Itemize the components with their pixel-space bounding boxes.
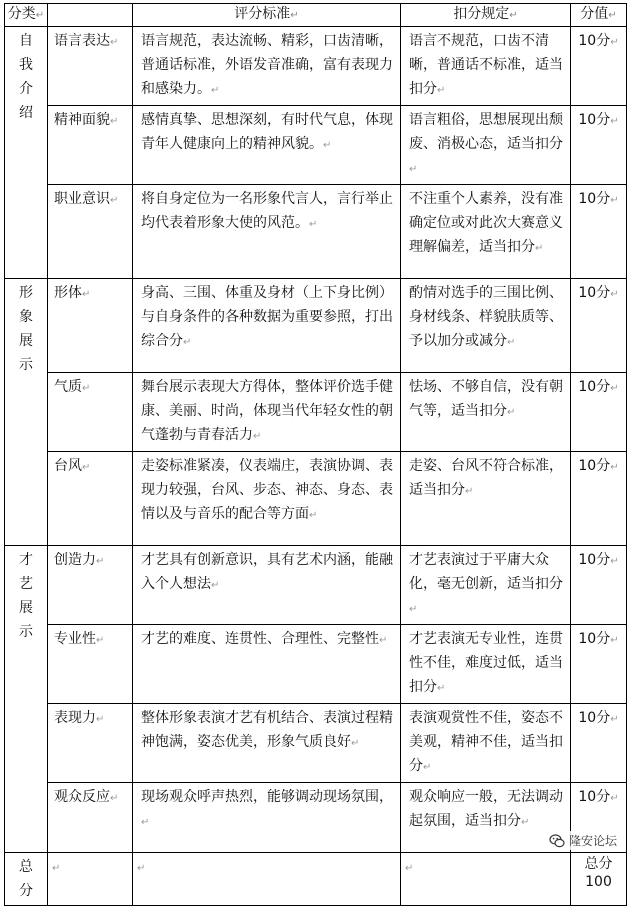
empty-cell: ↵ <box>401 853 571 906</box>
deduction-cell: 才艺表演无专业性，连贯性不佳，难度过低，适当扣分↵ <box>401 625 571 704</box>
table-row <box>5 783 627 853</box>
category-char: 才 <box>19 552 33 568</box>
score-cell: 10分↵ <box>571 27 627 106</box>
subcategory-cell: 台风↵ <box>48 452 133 546</box>
table-header-row <box>5 4 627 27</box>
subcategory-cell: 职业意识↵ <box>48 185 133 279</box>
total-label-cell <box>5 853 48 906</box>
total-score-cell <box>571 853 627 906</box>
header-category-sub <box>48 4 133 27</box>
total-score-value: 100 <box>585 874 612 890</box>
subcategory-cell: 表现力↵ <box>48 704 133 783</box>
watermark-text: 隆安论坛 <box>568 834 617 848</box>
table-row <box>5 373 627 452</box>
table-row <box>5 185 627 279</box>
criteria-cell: 感情真挚、思想深刻，有时代气息，体现青年人健康向上的精神风貌。↵ <box>133 106 401 185</box>
score-cell: 10分↵ <box>571 185 627 279</box>
criteria-cell: 才艺具有创新意识，具有艺术内涵，能融入个人想法↵ <box>133 546 401 625</box>
scoring-table <box>4 3 627 906</box>
criteria-cell: 语言规范，表达流畅、精彩，口齿清晰，普通话标准，外语发音准确，富有表现力和感染力。↵ <box>133 27 401 106</box>
category-char: 展 <box>19 333 33 349</box>
category-cell <box>5 27 48 279</box>
total-label-char: 分 <box>19 883 33 899</box>
subcategory-cell: 气质↵ <box>48 373 133 452</box>
score-cell: 10分↵ <box>571 452 627 546</box>
header-criteria: 评分标准↵ <box>133 4 401 27</box>
category-char: 自 <box>19 33 33 49</box>
category-char: 形 <box>19 285 33 301</box>
total-row <box>5 853 627 906</box>
subcategory-cell: 语言表达↵ <box>48 27 133 106</box>
score-cell: 10分↵ <box>571 373 627 452</box>
subcategory-cell: 创造力↵ <box>48 546 133 625</box>
criteria-cell: 整体形象表演才艺有机结合、表演过程精神饱满，姿态优美，形象气质良好↵ <box>133 704 401 783</box>
category-char: 示 <box>19 357 33 373</box>
criteria-cell: 将自身定位为一名形象代言人，言行举止均代表着形象大使的风范。↵ <box>133 185 401 279</box>
deduction-cell: 语言粗俗，思想展现出颓废、消极心态，适当扣分↵ <box>401 106 571 185</box>
total-label-char: 总 <box>19 859 33 875</box>
table-row <box>5 279 627 373</box>
deduction-cell: 走姿、台风不符合标准，适当扣分↵ <box>401 452 571 546</box>
table-row <box>5 106 627 185</box>
criteria-cell: 舞台展示表现大方得体，整体评价选手健康、美丽、时尚，体现当代年轻女性的朝气蓬勃与青春活力↵ <box>133 373 401 452</box>
deduction-cell: 才艺表演过于平庸大众化，毫无创新，适当扣分↵ <box>401 546 571 625</box>
score-cell: 10分↵ <box>571 279 627 373</box>
table-row <box>5 452 627 546</box>
category-char: 展 <box>19 600 33 616</box>
category-cell <box>5 546 48 853</box>
criteria-cell: 才艺的难度、连贯性、合理性、完整性↵ <box>133 625 401 704</box>
watermark <box>546 831 620 850</box>
deduction-cell: 观众响应一般，无法调动起氛围，适当扣分↵ <box>401 783 571 853</box>
header-deduction: 扣分规定↵ <box>401 4 571 27</box>
subcategory-cell: 形体↵ <box>48 279 133 373</box>
deduction-cell: 酌情对选手的三围比例、身材线条、样貌肤质等、予以加分或减分↵ <box>401 279 571 373</box>
header-category: 分类↵ <box>5 4 48 27</box>
score-cell: 10分↵ <box>571 704 627 783</box>
score-cell: 10分↵ <box>571 625 627 704</box>
score-cell: 10分↵ <box>571 106 627 185</box>
category-char: 我 <box>19 57 33 73</box>
subcategory-cell: 精神面貌↵ <box>48 106 133 185</box>
category-char: 绍 <box>19 105 33 121</box>
category-char: 介 <box>19 81 33 97</box>
category-cell <box>5 279 48 546</box>
subcategory-cell: 专业性↵ <box>48 625 133 704</box>
category-char: 示 <box>19 624 33 640</box>
table-row <box>5 546 627 625</box>
criteria-cell: 走姿标准紧凑，仪表端庄，表演协调、表现力较强，台风、步态、神态、身态、表情以及与音乐的配合等方面↵ <box>133 452 401 546</box>
deduction-cell: 表演观赏性不佳，姿态不美观，精神不佳，适当扣分↵ <box>401 704 571 783</box>
deduction-cell: 语言不规范，口齿不清晰，普通话不标准，适当扣分↵ <box>401 27 571 106</box>
deduction-cell: 怯场、不够自信，没有朝气等，适当扣分↵ <box>401 373 571 452</box>
score-cell: 10分↵ <box>571 783 627 853</box>
deduction-cell: 不注重个人素养，没有准确定位或对此次大赛意义理解偏差，适当扣分↵ <box>401 185 571 279</box>
criteria-cell: 身高、三围、体重及身材（上下身比例）与自身条件的各种数据为重要参照，打出综合分↵ <box>133 279 401 373</box>
category-char: 象 <box>19 309 33 325</box>
empty-cell: ↵ <box>48 853 133 906</box>
table-row <box>5 704 627 783</box>
wechat-icon <box>549 833 565 849</box>
table-row <box>5 625 627 704</box>
header-score: 分值↵ <box>571 4 627 27</box>
table-row <box>5 27 627 106</box>
empty-cell: ↵ <box>133 853 401 906</box>
score-cell: 10分↵ <box>571 546 627 625</box>
category-char: 艺 <box>19 576 33 592</box>
total-score-label: 总分 <box>584 856 613 872</box>
subcategory-cell: 观众反应↵ <box>48 783 133 853</box>
criteria-cell: 现场观众呼声热烈，能够调动现场氛围，↵ <box>133 783 401 853</box>
